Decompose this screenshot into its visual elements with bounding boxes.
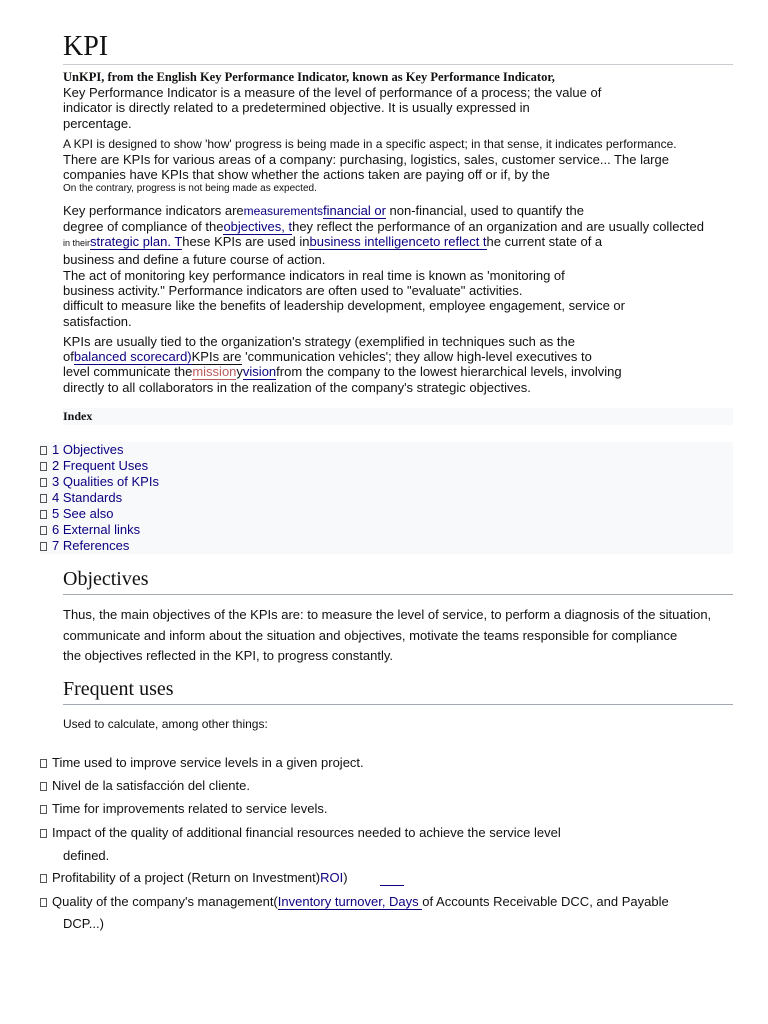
toc-item[interactable]	[40, 538, 129, 554]
bullet-box-icon	[40, 462, 47, 471]
text: level communicate the	[63, 364, 193, 380]
text: hese KPIs are used in	[182, 234, 310, 250]
intro-line: business and define a future course of action.	[63, 251, 326, 267]
list-item-text: Time for improvements related to service levels.	[52, 801, 328, 816]
text: Key performance indicators are	[63, 203, 244, 218]
intro-line: satisfaction.	[63, 313, 132, 329]
bullet-box-icon	[40, 510, 47, 519]
text: KPIs are	[191, 349, 242, 365]
intro-line	[63, 234, 743, 251]
bullet-box-icon	[40, 526, 47, 535]
bullet-box-icon	[40, 494, 47, 503]
list-item-text: Profitability of a project (Return on Investment)	[52, 870, 321, 885]
link-inventory-turnover[interactable]: Inventory turnover, Days	[277, 894, 423, 909]
text: hey reflect the performance of an organization and are usually collected	[292, 219, 705, 235]
toc-item-label: 7 References	[52, 538, 130, 553]
toc-item[interactable]	[40, 522, 140, 538]
list-item-text: )	[343, 870, 348, 885]
bullet-box-icon	[40, 805, 47, 814]
intro-line: On the contrary, progress is not being made as expected.	[63, 182, 317, 194]
intro-line: indicator is directly related to a predetermined objective. It is usually expressed in	[63, 100, 530, 116]
list-item-text: Nivel de la satisfacción del cliente.	[52, 778, 250, 793]
link-strategic-plan[interactable]: strategic plan. T	[90, 234, 183, 250]
toc-item[interactable]	[40, 490, 122, 506]
toc-list	[40, 442, 733, 554]
intro-line	[63, 219, 743, 234]
intro-paragraph-4	[63, 268, 743, 329]
intro-lead: UnKPI, from the English Key Performance Indicator, known as Key Performance Indicator,	[63, 70, 555, 84]
list-item-text: Impact of the quality of additional financial resources needed to achieve the service level	[52, 825, 561, 840]
toc-item[interactable]	[40, 442, 124, 458]
link-underline	[380, 885, 404, 886]
link-business-intelligence[interactable]: business intelligence	[309, 234, 430, 250]
toc-item[interactable]	[40, 458, 148, 474]
intro-line: Key Performance Indicator is a measure of the level of performance of a process; the value of	[63, 85, 602, 101]
text: from the company to the lowest hierarchical levels, involving	[276, 364, 622, 380]
objectives-line: communicate and inform about the situation and objectives, motivate the teams responsible for compliance	[63, 627, 678, 643]
list-item	[40, 894, 669, 910]
intro-line: The act of monitoring key performance indicators in real time is known as 'monitoring of	[63, 268, 565, 283]
list-item	[40, 755, 364, 771]
link-roi[interactable]: ROI	[320, 870, 344, 885]
bullet-box-icon	[40, 759, 47, 768]
intro-line: business activity." Performance indicators are often used to "evaluate" activities.	[63, 283, 523, 299]
list-item	[40, 870, 348, 886]
toc-item-label: 4 Standards	[52, 490, 123, 505]
intro-line: percentage.	[63, 115, 132, 131]
toc-heading-label: Index	[63, 409, 93, 423]
bullet-box-icon	[40, 446, 47, 455]
list-item	[40, 778, 250, 794]
link-to-reflect[interactable]: to reflect t	[429, 234, 487, 250]
text: non-financial, used to quantify the	[385, 203, 584, 218]
list-item-text: Quality of the company's management(	[52, 894, 278, 909]
intro-line	[63, 203, 743, 219]
list-item	[40, 801, 328, 817]
list-item-text: Time used to improve service levels in a given project.	[52, 755, 364, 770]
text: of	[63, 349, 74, 365]
bullet-box-icon	[40, 898, 47, 907]
intro-line: KPIs are usually tied to the organization's strategy (exemplified in techniques such as the	[63, 334, 575, 349]
text: he current state of a	[486, 234, 603, 250]
intro-line: There are KPIs for various areas of a company: purchasing, logistics, sales, customer service... The large	[63, 152, 669, 168]
toc-item-label: 5 See also	[52, 506, 114, 521]
text: in their	[63, 238, 91, 249]
objectives-line: the objectives reflected in the KPI, to progress constantly.	[63, 648, 393, 663]
link-objectives[interactable]: objectives, t	[223, 219, 293, 235]
objectives-line: Thus, the main objectives of the KPIs are: to measure the level of service, to perform a diagnosis of the situation,	[63, 607, 712, 622]
list-item-continuation: DCP...)	[63, 916, 104, 931]
toc-item[interactable]	[40, 506, 113, 522]
intro-paragraph-1	[63, 70, 743, 131]
bullet-box-icon	[40, 542, 47, 551]
intro-line: difficult to measure like the benefits of leadership development, employee engagement, service or	[63, 298, 625, 314]
bullet-box-icon	[40, 874, 47, 883]
toc-item-label: 1 Objectives	[52, 442, 124, 457]
link-balanced-scorecard[interactable]: balanced scorecard)	[73, 349, 192, 365]
toc-item-label: 3 Qualities of KPIs	[52, 474, 159, 489]
intro-line	[63, 349, 743, 364]
intro-line: companies have KPIs that show whether the actions taken are paying off or if, by the	[63, 167, 550, 183]
link-financial[interactable]: financial or	[323, 203, 386, 218]
bullet-box-icon	[40, 478, 47, 487]
intro-line	[63, 364, 743, 379]
link-vision[interactable]: vision	[242, 364, 277, 380]
bullet-box-icon	[40, 829, 47, 838]
bullet-box-icon	[40, 782, 47, 791]
table-of-contents	[40, 408, 733, 554]
list-item	[40, 825, 561, 841]
toc-heading	[63, 408, 733, 425]
toc-item-label: 6 External links	[52, 522, 141, 537]
intro-paragraph-5	[63, 334, 743, 395]
text: y	[236, 364, 243, 380]
section-heading-objectives: Objectives	[63, 567, 733, 595]
toc-item[interactable]	[40, 474, 159, 490]
list-item-text: of Accounts Receivable DCC, and Payable	[422, 894, 669, 909]
objectives-paragraph	[63, 605, 743, 667]
intro-line: A KPI is designed to show 'how' progress is being made in a specific aspect; in that sense, it indicates performance.	[63, 137, 677, 151]
intro-line: directly to all collaborators in the realization of the company's strategic objectives.	[63, 379, 531, 395]
intro-paragraph-3	[63, 203, 743, 267]
page-title: KPI	[63, 30, 733, 65]
intro-paragraph-2	[63, 137, 743, 195]
section-heading-frequent-uses: Frequent uses	[63, 677, 733, 705]
text: degree of compliance of the	[63, 219, 224, 235]
toc-item-label: 2 Frequent Uses	[52, 458, 149, 473]
link-measurements[interactable]: measurements	[243, 204, 324, 218]
link-mission[interactable]: mission	[192, 364, 237, 380]
text: 'communication vehicles'; they allow high-level executives to	[241, 349, 592, 365]
list-item-continuation: defined.	[63, 848, 110, 863]
frequent-uses-intro: Used to calculate, among other things:	[63, 717, 268, 731]
